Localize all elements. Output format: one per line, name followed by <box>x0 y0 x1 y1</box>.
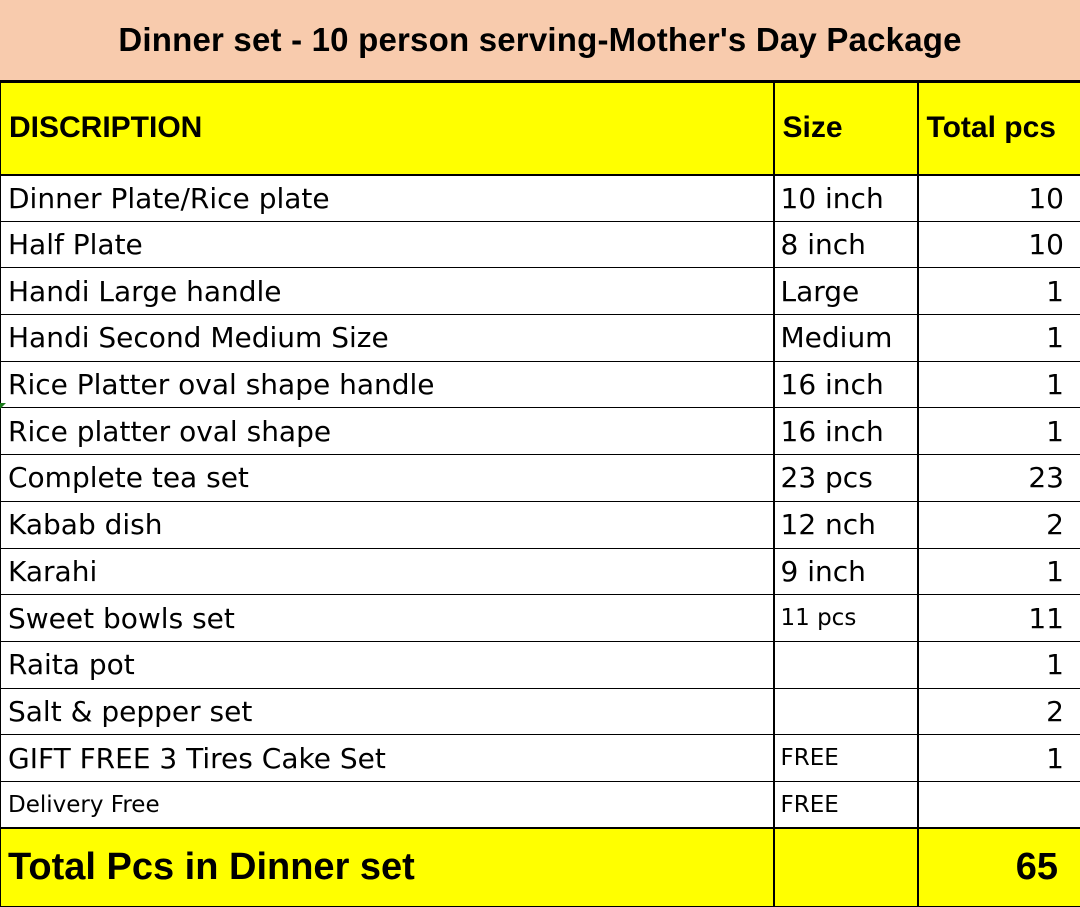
item-description[interactable]: Sweet bowls set <box>1 595 774 642</box>
header-description[interactable]: DISCRIPTION <box>1 83 774 175</box>
total-label[interactable]: Total Pcs in Dinner set <box>1 828 774 906</box>
table-row <box>1 315 1080 362</box>
item-description[interactable]: Complete tea set <box>1 455 774 502</box>
item-total[interactable]: 11 <box>918 595 1080 642</box>
table-row <box>1 221 1080 268</box>
item-total[interactable]: 1 <box>918 641 1080 688</box>
item-total[interactable]: 1 <box>918 408 1080 455</box>
table-row <box>1 781 1080 828</box>
item-description[interactable]: Kabab dish <box>1 501 774 548</box>
item-total[interactable]: 2 <box>918 688 1080 735</box>
header-total[interactable]: Total pcs <box>918 83 1080 175</box>
item-size[interactable]: FREE <box>774 735 918 782</box>
table-row <box>1 268 1080 315</box>
item-size[interactable]: 9 inch <box>774 548 918 595</box>
total-value[interactable]: 65 <box>918 828 1080 906</box>
item-description[interactable]: Karahi <box>1 548 774 595</box>
item-total[interactable]: 2 <box>918 501 1080 548</box>
item-size[interactable] <box>774 641 918 688</box>
item-total[interactable] <box>918 781 1080 828</box>
item-total[interactable]: 1 <box>918 268 1080 315</box>
item-total[interactable]: 1 <box>918 735 1080 782</box>
table-row <box>1 455 1080 502</box>
item-total[interactable]: 1 <box>918 548 1080 595</box>
item-size[interactable]: Medium <box>774 315 918 362</box>
table-row <box>1 501 1080 548</box>
item-description[interactable]: Handi Large handle <box>1 268 774 315</box>
item-description[interactable]: GIFT FREE 3 Tires Cake Set <box>1 735 774 782</box>
item-total[interactable]: 23 <box>918 455 1080 502</box>
item-description[interactable]: Raita pot <box>1 641 774 688</box>
item-description[interactable]: Rice Platter oval shape handle <box>1 361 774 408</box>
item-total[interactable]: 1 <box>918 361 1080 408</box>
table-row <box>1 595 1080 642</box>
table-row <box>1 688 1080 735</box>
item-size[interactable]: 10 inch <box>774 175 918 222</box>
items-table <box>0 82 1080 907</box>
title-cell[interactable] <box>0 0 1080 82</box>
table-row <box>1 175 1080 222</box>
item-total[interactable]: 1 <box>918 315 1080 362</box>
total-row <box>1 828 1080 906</box>
item-size[interactable]: 11 pcs <box>774 595 918 642</box>
item-size[interactable]: Large <box>774 268 918 315</box>
table-row <box>1 361 1080 408</box>
item-description[interactable]: Handi Second Medium Size <box>1 315 774 362</box>
item-size[interactable]: FREE <box>774 781 918 828</box>
table-row <box>1 641 1080 688</box>
item-description[interactable]: Half Plate <box>1 221 774 268</box>
item-total[interactable]: 10 <box>918 175 1080 222</box>
item-description[interactable]: Rice platter oval shape <box>1 408 774 455</box>
header-row <box>1 83 1080 175</box>
total-size[interactable] <box>774 828 918 906</box>
item-size[interactable]: 8 inch <box>774 221 918 268</box>
item-size[interactable]: 16 inch <box>774 361 918 408</box>
item-size[interactable]: 23 pcs <box>774 455 918 502</box>
sheet-title: Dinner set - 10 person serving-Mother's Day Package <box>118 21 961 59</box>
item-size[interactable] <box>774 688 918 735</box>
item-description[interactable]: Delivery Free <box>1 781 774 828</box>
item-total[interactable]: 10 <box>918 221 1080 268</box>
item-size[interactable]: 12 nch <box>774 501 918 548</box>
table-row <box>1 548 1080 595</box>
cell-comment-marker <box>0 403 6 409</box>
item-description[interactable]: Salt & pepper set <box>1 688 774 735</box>
item-description[interactable]: Dinner Plate/Rice plate <box>1 175 774 222</box>
header-size[interactable]: Size <box>774 83 918 175</box>
table-row <box>1 408 1080 455</box>
item-size[interactable]: 16 inch <box>774 408 918 455</box>
table-row <box>1 735 1080 782</box>
